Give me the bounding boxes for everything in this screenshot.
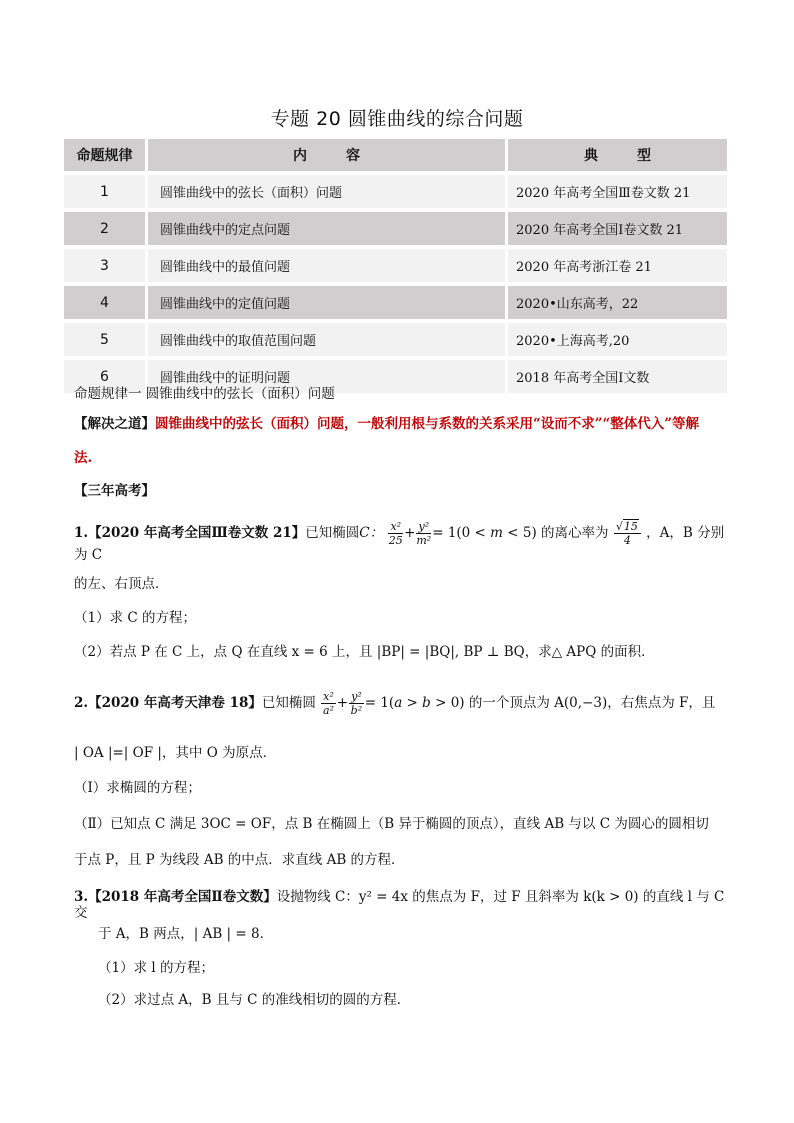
row-content: 圆锥曲线中的定值问题: [148, 286, 508, 319]
problem-source: 1.【2020 年高考全国Ⅲ卷文数 21】: [74, 525, 306, 541]
page-title: 专题 20 圆锥曲线的综合问题: [270, 108, 524, 130]
row-content: 圆锥曲线中的取值范围问题: [148, 323, 508, 356]
row-number: 1: [64, 175, 148, 208]
row-number: 3: [64, 249, 148, 282]
fraction: $\frac{\text{x²}}{\text{a²}}$: [322, 690, 334, 717]
row-example: 2020•山东高考，22: [508, 286, 730, 319]
problem-1-q2: （2）若点 P 在 C 上，点 Q 在直线 x = 6 上，且 |BP| = |BQ|, BP ⊥ BQ，求△ APQ 的面积．: [74, 644, 655, 660]
problem-text: 的离心率为: [541, 525, 609, 541]
problem-source: 2.【2020 年高考天津卷 18】: [74, 695, 262, 711]
row-example: 2018 年高考全国Ⅰ文数: [508, 360, 730, 393]
row-number: 4: [64, 286, 148, 319]
row-example: 2020•上海高考,20: [508, 323, 730, 356]
row-number: 6: [64, 360, 148, 393]
row-example: 2020 年高考浙江卷 21: [508, 249, 730, 282]
fraction: $\frac{\text{x²}}{25}$: [388, 520, 403, 547]
problem-2-cont: | OA |=| OF |，其中 O 为原点．: [74, 745, 277, 761]
method-text: 圆锥曲线中的弦长（面积）问题，一般利用根与系数的关系采用“设而不求”“整体代入”等解: [155, 416, 700, 432]
fraction: $\frac{√15}{4}$: [614, 520, 641, 547]
problem-3-cont: 于 A，B 两点，| AB | = 8．: [98, 926, 274, 942]
fraction: $\frac{\text{y²}}{\text{b²}}$: [350, 690, 363, 717]
row-example: 2020 年高考全国Ⅰ卷文数 21: [508, 212, 730, 245]
problem-1-cont: 的左、右顶点．: [74, 576, 169, 592]
row-number: 2: [64, 212, 148, 245]
row-content: 圆锥曲线中的弦长（面积）问题: [148, 175, 508, 208]
row-number: 5: [64, 323, 148, 356]
table-row: [64, 323, 730, 356]
problem-text: 的一个顶点为 A(0,−3)，右焦点为 F，且: [468, 695, 716, 711]
problem-3-q1: （1）求 l 的方程；: [98, 960, 214, 976]
problem-2-q2: （Ⅱ）已知点 C 满足 3OC = OF，点 B 在椭圆上（B 异于椭圆的顶点），直线 AB 与以 C 为圆心的圆相切: [74, 816, 709, 832]
curve-name: C：: [359, 525, 384, 541]
problem-text: 已知椭圆: [261, 695, 316, 711]
topic-table: [64, 135, 730, 397]
problem-3-q2: （2）求过点 A，B 且与 C 的准线相切的圆的方程．: [98, 992, 411, 1008]
problem-1-q1: （1）求 C 的方程；: [74, 610, 197, 626]
table-header-row: [64, 139, 730, 171]
column-header-rule: 命题规律: [64, 139, 148, 171]
problem-text: ，A，B 分别为 C: [74, 525, 725, 563]
row-content: 圆锥曲线中的最值问题: [148, 249, 508, 282]
three-years-label: 【三年高考】: [74, 483, 155, 499]
problem-2-q1: （Ⅰ）求椭圆的方程；: [74, 780, 201, 796]
problem-2: 2.【2020 年高考天津卷 18】已知椭圆 $\frac{\text{x²}}{\text{a²}}$ + $\frac{\text{y²}}{\text{b²}}$ = 1(a > b > 0) 的一个顶点为 A(0,−3)，右焦点为 F，且: [74, 690, 716, 717]
problem-1: 1.【2020 年高考全国Ⅲ卷文数 21】已知椭圆C： $\frac{\text{x²}}{25}$ + $\frac{\text{y²}}{\text{m²}}$ = 1(0 < m < 5) 的离心率为 $\frac{√15}{4}$ ，A，B 分别为 C: [74, 520, 725, 563]
column-header-content: 内 容: [148, 139, 508, 171]
problem-2-q2-cont: 于点 P，且 P 为线段 AB 的中点．求直线 AB 的方程．: [74, 852, 405, 868]
row-content: 圆锥曲线中的证明问题: [148, 360, 508, 393]
problem-source: 3.【2018 年高考全国Ⅱ卷文数】: [74, 889, 277, 905]
column-header-example: 典 型: [508, 139, 730, 171]
table-row: [64, 249, 730, 282]
problem-3: [74, 889, 734, 921]
method-text-cont: 法.: [74, 450, 93, 466]
table-row: [64, 286, 730, 319]
method-paragraph: [74, 416, 734, 432]
section-heading: 命题规律一 圆锥曲线中的弦长（面积）问题: [74, 386, 335, 402]
table-row: [64, 212, 730, 245]
table-row: [64, 175, 730, 208]
fraction: $\frac{\text{y²}}{\text{m²}}$: [416, 520, 432, 547]
row-example: 2020 年高考全国Ⅲ卷文数 21: [508, 175, 730, 208]
row-content: 圆锥曲线中的定点问题: [148, 212, 508, 245]
problem-text: 设抛物线 C：y² = 4x 的焦点为 F，过 F 且斜率为 k(k > 0) 的直线 l 与 C 交: [74, 889, 725, 922]
problem-text: 已知椭圆: [305, 525, 360, 541]
method-label: 【解决之道】: [74, 416, 155, 432]
